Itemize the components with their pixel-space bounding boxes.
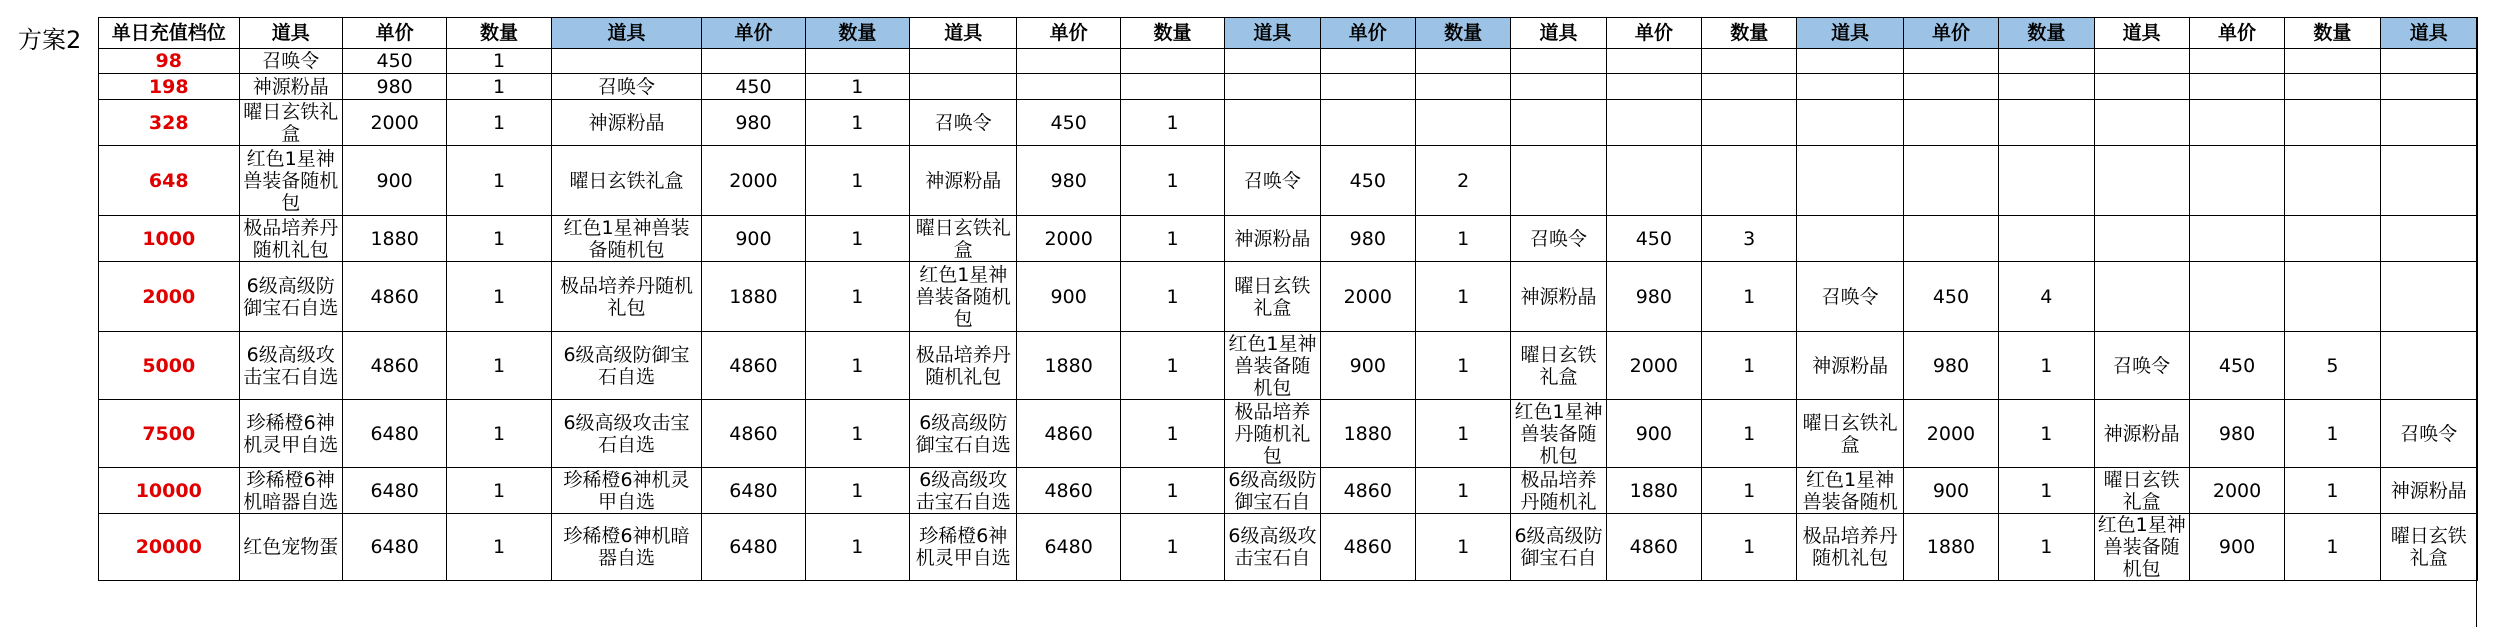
table-cell: 6级高级攻击宝石自选 bbox=[910, 468, 1017, 514]
table-cell: 神源粉晶 bbox=[1797, 332, 1903, 400]
table-cell: 珍稀橙6神机暗器自选 bbox=[551, 514, 702, 581]
column-header: 道具 bbox=[239, 18, 342, 49]
table-cell bbox=[2285, 216, 2380, 262]
column-header: 道具 bbox=[2094, 18, 2189, 49]
table-cell bbox=[1797, 216, 1903, 262]
table-cell: 1 bbox=[1702, 468, 1797, 514]
table-cell bbox=[1511, 74, 1606, 100]
table-cell bbox=[1903, 100, 1998, 146]
table-cell: 召唤令 bbox=[2094, 332, 2189, 400]
table-cell: 曜日玄铁礼盒 bbox=[1511, 332, 1606, 400]
table-cell: 曜日玄铁礼盒 bbox=[1225, 262, 1320, 332]
table-cell bbox=[1903, 146, 1998, 216]
table-cell: 1 bbox=[1120, 216, 1224, 262]
table-cell bbox=[2380, 49, 2477, 74]
table-cell bbox=[1511, 49, 1606, 74]
table-cell: 1 bbox=[1702, 262, 1797, 332]
table-cell bbox=[910, 49, 1017, 74]
table-cell bbox=[2094, 262, 2189, 332]
table-cell bbox=[2189, 146, 2284, 216]
recharge-tier-cell: 198 bbox=[99, 74, 240, 100]
column-header: 数量 bbox=[1702, 18, 1797, 49]
table-row bbox=[99, 74, 2478, 100]
column-header: 数量 bbox=[805, 18, 909, 49]
table-cell: 曜日玄铁礼盒 bbox=[239, 100, 342, 146]
table-cell bbox=[2094, 100, 2189, 146]
table-cell bbox=[2285, 100, 2380, 146]
table-cell bbox=[1702, 146, 1797, 216]
table-cell: 1 bbox=[447, 74, 551, 100]
table-cell: 4860 bbox=[1017, 468, 1120, 514]
table-cell: 曜日玄铁礼盒 bbox=[1797, 400, 1903, 468]
table-cell bbox=[1702, 74, 1797, 100]
table-cell: 6480 bbox=[1017, 514, 1120, 581]
table-cell bbox=[2285, 146, 2380, 216]
table-cell: 1 bbox=[805, 332, 909, 400]
table-cell bbox=[2094, 74, 2189, 100]
table-cell: 6480 bbox=[342, 514, 446, 581]
table-cell: 1 bbox=[1702, 332, 1797, 400]
table-cell: 1880 bbox=[1606, 468, 1701, 514]
column-header: 道具 bbox=[1511, 18, 1606, 49]
column-header: 单价 bbox=[1017, 18, 1120, 49]
table-cell bbox=[1797, 146, 1903, 216]
table-cell bbox=[2189, 216, 2284, 262]
table-cell bbox=[1999, 74, 2094, 100]
table-cell: 2000 bbox=[1017, 216, 1120, 262]
header-row bbox=[99, 18, 2478, 49]
table-cell: 珍稀橙6神机灵甲自选 bbox=[910, 514, 1017, 581]
table-cell: 6级高级防御宝石自 bbox=[1225, 468, 1320, 514]
table-cell: 神源粉晶 bbox=[910, 146, 1017, 216]
table-cell: 红色1星神兽装备随机包 bbox=[1225, 332, 1320, 400]
recharge-tier-cell: 2000 bbox=[99, 262, 240, 332]
table-cell: 4860 bbox=[1606, 514, 1701, 581]
table-cell: 6级高级攻击宝石自 bbox=[1225, 514, 1320, 581]
table-cell: 1 bbox=[1999, 332, 2094, 400]
table-cell bbox=[2189, 49, 2284, 74]
table-cell bbox=[2380, 216, 2477, 262]
column-header: 单价 bbox=[1903, 18, 1998, 49]
table-cell: 1 bbox=[447, 514, 551, 581]
table-cell: 召唤令 bbox=[2380, 400, 2477, 468]
table-cell: 1 bbox=[1415, 216, 1510, 262]
table-cell bbox=[2094, 216, 2189, 262]
table-cell: 980 bbox=[1320, 216, 1415, 262]
column-header: 数量 bbox=[447, 18, 551, 49]
table-cell: 1 bbox=[805, 400, 909, 468]
table-cell: 900 bbox=[1903, 468, 1998, 514]
table-cell: 450 bbox=[1606, 216, 1701, 262]
table-cell bbox=[1606, 49, 1701, 74]
column-header: 单价 bbox=[342, 18, 446, 49]
table-cell: 珍稀橙6神机灵甲自选 bbox=[551, 468, 702, 514]
table-cell: 6480 bbox=[342, 400, 446, 468]
table-cell: 曜日玄铁礼盒 bbox=[910, 216, 1017, 262]
table-cell: 900 bbox=[1017, 262, 1120, 332]
table-cell: 曜日玄铁礼盒 bbox=[551, 146, 702, 216]
table-cell bbox=[2285, 74, 2380, 100]
table-cell: 5 bbox=[2285, 332, 2380, 400]
table-cell: 4860 bbox=[1017, 400, 1120, 468]
table-cell: 1 bbox=[1120, 514, 1224, 581]
table-cell bbox=[1225, 49, 1320, 74]
table-cell: 1 bbox=[447, 468, 551, 514]
table-cell: 1 bbox=[805, 100, 909, 146]
table-cell: 1880 bbox=[342, 216, 446, 262]
table-cell: 1 bbox=[1120, 400, 1224, 468]
table-cell bbox=[1797, 49, 1903, 74]
column-header: 道具 bbox=[1225, 18, 1320, 49]
table-cell: 召唤令 bbox=[551, 74, 702, 100]
column-header: 数量 bbox=[1120, 18, 1224, 49]
table-cell: 红色1星神兽装备随机包 bbox=[551, 216, 702, 262]
table-cell: 1880 bbox=[1903, 514, 1998, 581]
recharge-tier-table bbox=[98, 17, 2478, 581]
table-cell: 2000 bbox=[342, 100, 446, 146]
table-cell: 900 bbox=[1606, 400, 1701, 468]
table-cell: 极品培养丹随机礼包 bbox=[551, 262, 702, 332]
table-cell: 1 bbox=[447, 49, 551, 74]
table-cell bbox=[2380, 74, 2477, 100]
table-cell: 召唤令 bbox=[910, 100, 1017, 146]
table-cell: 1 bbox=[805, 468, 909, 514]
table-cell bbox=[1999, 216, 2094, 262]
table-cell bbox=[1120, 74, 1224, 100]
table-cell: 1880 bbox=[1017, 332, 1120, 400]
table-cell: 1 bbox=[805, 216, 909, 262]
table-cell bbox=[1606, 146, 1701, 216]
table-cell: 红色1星神兽装备随机包 bbox=[910, 262, 1017, 332]
table-cell: 1 bbox=[447, 262, 551, 332]
table-cell bbox=[1320, 100, 1415, 146]
table-cell: 6级高级防御宝石自 bbox=[1511, 514, 1606, 581]
table-cell: 4 bbox=[1999, 262, 2094, 332]
table-cell bbox=[910, 74, 1017, 100]
table-cell: 红色1星神兽装备随机包 bbox=[1511, 400, 1606, 468]
column-header: 道具 bbox=[910, 18, 1017, 49]
table-cell bbox=[1903, 74, 1998, 100]
table-cell: 1 bbox=[2285, 468, 2380, 514]
table-cell: 450 bbox=[342, 49, 446, 74]
table-cell: 红色宠物蛋 bbox=[239, 514, 342, 581]
column-header: 数量 bbox=[1415, 18, 1510, 49]
table-cell: 4860 bbox=[342, 262, 446, 332]
table-cell bbox=[1415, 74, 1510, 100]
table-cell: 450 bbox=[1903, 262, 1998, 332]
table-cell: 900 bbox=[1320, 332, 1415, 400]
table-row bbox=[99, 100, 2478, 146]
table-cell bbox=[2380, 332, 2477, 400]
table-cell: 1 bbox=[447, 146, 551, 216]
table-cell: 神源粉晶 bbox=[1511, 262, 1606, 332]
table-cell bbox=[1225, 100, 1320, 146]
table-cell bbox=[1017, 49, 1120, 74]
table-cell bbox=[2094, 49, 2189, 74]
table-cell: 召唤令 bbox=[1797, 262, 1903, 332]
table-cell: 1 bbox=[1120, 146, 1224, 216]
table-cell: 1 bbox=[447, 332, 551, 400]
table-cell: 2000 bbox=[1903, 400, 1998, 468]
column-header: 单价 bbox=[1606, 18, 1701, 49]
table-cell: 4860 bbox=[342, 332, 446, 400]
table-cell bbox=[1999, 146, 2094, 216]
table-cell: 900 bbox=[2189, 514, 2284, 581]
table-cell: 980 bbox=[342, 74, 446, 100]
table-cell: 6级高级防御宝石自选 bbox=[551, 332, 702, 400]
table-cell: 1 bbox=[805, 74, 909, 100]
table-row bbox=[99, 262, 2478, 332]
table-cell: 980 bbox=[1903, 332, 1998, 400]
table-continuation-edge bbox=[2476, 17, 2495, 627]
table-cell bbox=[2094, 146, 2189, 216]
table-cell bbox=[1415, 100, 1510, 146]
table-cell bbox=[2189, 100, 2284, 146]
table-cell bbox=[1120, 49, 1224, 74]
table-cell: 3 bbox=[1702, 216, 1797, 262]
table-cell: 1 bbox=[1999, 468, 2094, 514]
table-cell: 6480 bbox=[702, 468, 805, 514]
table-cell bbox=[1320, 74, 1415, 100]
table-cell: 神源粉晶 bbox=[239, 74, 342, 100]
table-row bbox=[99, 332, 2478, 400]
table-cell bbox=[1903, 49, 1998, 74]
table-cell: 6480 bbox=[342, 468, 446, 514]
table-cell: 980 bbox=[702, 100, 805, 146]
table-cell: 召唤令 bbox=[239, 49, 342, 74]
table-cell: 1 bbox=[2285, 514, 2380, 581]
plan-label: 方案2 bbox=[18, 26, 82, 54]
table-cell: 6级高级攻击宝石自选 bbox=[551, 400, 702, 468]
table-cell: 1880 bbox=[1320, 400, 1415, 468]
table-cell: 980 bbox=[1606, 262, 1701, 332]
table-cell: 2000 bbox=[702, 146, 805, 216]
table-cell: 神源粉晶 bbox=[1225, 216, 1320, 262]
table-cell: 1 bbox=[1120, 332, 1224, 400]
column-header: 单日充值档位 bbox=[99, 18, 240, 49]
table-cell: 6480 bbox=[702, 514, 805, 581]
table-cell: 1 bbox=[1415, 400, 1510, 468]
table-cell: 6级高级攻击宝石自选 bbox=[239, 332, 342, 400]
table-cell: 1 bbox=[805, 262, 909, 332]
table-cell bbox=[1511, 100, 1606, 146]
table-cell bbox=[2285, 49, 2380, 74]
table-cell bbox=[2285, 262, 2380, 332]
table-cell: 1 bbox=[1702, 400, 1797, 468]
table-cell: 4860 bbox=[702, 400, 805, 468]
table-cell: 召唤令 bbox=[1225, 146, 1320, 216]
table-cell: 珍稀橙6神机暗器自选 bbox=[239, 468, 342, 514]
table-cell: 980 bbox=[2189, 400, 2284, 468]
table-cell: 神源粉晶 bbox=[2380, 468, 2477, 514]
table-cell bbox=[1999, 49, 2094, 74]
table-cell: 1 bbox=[1999, 514, 2094, 581]
table-cell bbox=[1702, 49, 1797, 74]
table-cell: 900 bbox=[342, 146, 446, 216]
table-cell bbox=[2380, 100, 2477, 146]
table-cell: 红色1星神兽装备随机 bbox=[1797, 468, 1903, 514]
table-cell: 1880 bbox=[702, 262, 805, 332]
table-row bbox=[99, 49, 2478, 74]
table-cell: 450 bbox=[2189, 332, 2284, 400]
table-cell: 450 bbox=[702, 74, 805, 100]
table-cell bbox=[1415, 49, 1510, 74]
column-header: 道具 bbox=[2380, 18, 2477, 49]
table-cell bbox=[1511, 146, 1606, 216]
table-cell bbox=[2380, 146, 2477, 216]
table-row bbox=[99, 514, 2478, 581]
table-cell: 1 bbox=[1702, 514, 1797, 581]
table-cell bbox=[551, 49, 702, 74]
table-cell: 1 bbox=[1415, 514, 1510, 581]
table-cell: 6级高级防御宝石自选 bbox=[910, 400, 1017, 468]
table-cell: 极品培养丹随机礼包 bbox=[1797, 514, 1903, 581]
table-cell: 神源粉晶 bbox=[2094, 400, 2189, 468]
table-cell: 450 bbox=[1017, 100, 1120, 146]
recharge-tier-cell: 648 bbox=[99, 146, 240, 216]
table-cell bbox=[1606, 100, 1701, 146]
table-cell: 1 bbox=[447, 100, 551, 146]
table-cell: 红色1星神兽装备随机包 bbox=[2094, 514, 2189, 581]
table-cell bbox=[1797, 74, 1903, 100]
table-cell bbox=[1999, 100, 2094, 146]
table-cell: 1 bbox=[1120, 100, 1224, 146]
column-header: 单价 bbox=[2189, 18, 2284, 49]
table-cell: 1 bbox=[2285, 400, 2380, 468]
recharge-tier-cell: 5000 bbox=[99, 332, 240, 400]
table-cell: 1 bbox=[1415, 332, 1510, 400]
table-cell: 极品培养丹随机礼包 bbox=[910, 332, 1017, 400]
table-cell: 1 bbox=[805, 514, 909, 581]
table-cell: 1 bbox=[447, 216, 551, 262]
column-header: 单价 bbox=[1320, 18, 1415, 49]
recharge-tier-cell: 328 bbox=[99, 100, 240, 146]
table-row bbox=[99, 400, 2478, 468]
table-cell: 极品培养丹随机礼 bbox=[1511, 468, 1606, 514]
table-cell bbox=[1702, 100, 1797, 146]
table-cell bbox=[2380, 262, 2477, 332]
table-cell: 曜日玄铁礼盒 bbox=[2094, 468, 2189, 514]
recharge-tier-cell: 20000 bbox=[99, 514, 240, 581]
table-cell: 神源粉晶 bbox=[551, 100, 702, 146]
table-cell bbox=[2189, 74, 2284, 100]
table-row bbox=[99, 468, 2478, 514]
table-cell: 召唤令 bbox=[1511, 216, 1606, 262]
table-cell: 2 bbox=[1415, 146, 1510, 216]
table-cell: 红色1星神兽装备随机包 bbox=[239, 146, 342, 216]
column-header: 单价 bbox=[702, 18, 805, 49]
table-row bbox=[99, 216, 2478, 262]
table-cell: 1 bbox=[1120, 468, 1224, 514]
column-header: 道具 bbox=[1797, 18, 1903, 49]
table-cell: 980 bbox=[1017, 146, 1120, 216]
table-cell bbox=[1797, 100, 1903, 146]
table-cell bbox=[1903, 216, 1998, 262]
table-cell: 1 bbox=[1415, 468, 1510, 514]
table-cell: 1 bbox=[447, 400, 551, 468]
recharge-tier-cell: 1000 bbox=[99, 216, 240, 262]
column-header: 道具 bbox=[551, 18, 702, 49]
table-cell: 450 bbox=[1320, 146, 1415, 216]
column-header: 数量 bbox=[1999, 18, 2094, 49]
table-cell: 极品培养丹随机礼包 bbox=[1225, 400, 1320, 468]
table-cell bbox=[805, 49, 909, 74]
table-cell: 1 bbox=[1415, 262, 1510, 332]
table-cell: 4860 bbox=[702, 332, 805, 400]
table-cell: 4860 bbox=[1320, 468, 1415, 514]
recharge-tier-cell: 10000 bbox=[99, 468, 240, 514]
table-cell: 极品培养丹随机礼包 bbox=[239, 216, 342, 262]
table-cell: 珍稀橙6神机灵甲自选 bbox=[239, 400, 342, 468]
table-cell bbox=[1320, 49, 1415, 74]
column-header: 数量 bbox=[2285, 18, 2380, 49]
table-cell: 1 bbox=[1120, 262, 1224, 332]
table-cell bbox=[702, 49, 805, 74]
table-cell bbox=[1225, 74, 1320, 100]
table-row bbox=[99, 146, 2478, 216]
table-cell: 曜日玄铁礼盒 bbox=[2380, 514, 2477, 581]
table-cell bbox=[1606, 74, 1701, 100]
table-cell bbox=[1017, 74, 1120, 100]
table-cell: 4860 bbox=[1320, 514, 1415, 581]
table-cell: 1 bbox=[805, 146, 909, 216]
table-cell: 2000 bbox=[2189, 468, 2284, 514]
table-cell bbox=[2189, 262, 2284, 332]
table-cell: 2000 bbox=[1320, 262, 1415, 332]
table-cell: 900 bbox=[702, 216, 805, 262]
recharge-tier-cell: 98 bbox=[99, 49, 240, 74]
table-cell: 1 bbox=[1999, 400, 2094, 468]
table-cell: 2000 bbox=[1606, 332, 1701, 400]
table-cell: 6级高级防御宝石自选 bbox=[239, 262, 342, 332]
recharge-tier-cell: 7500 bbox=[99, 400, 240, 468]
